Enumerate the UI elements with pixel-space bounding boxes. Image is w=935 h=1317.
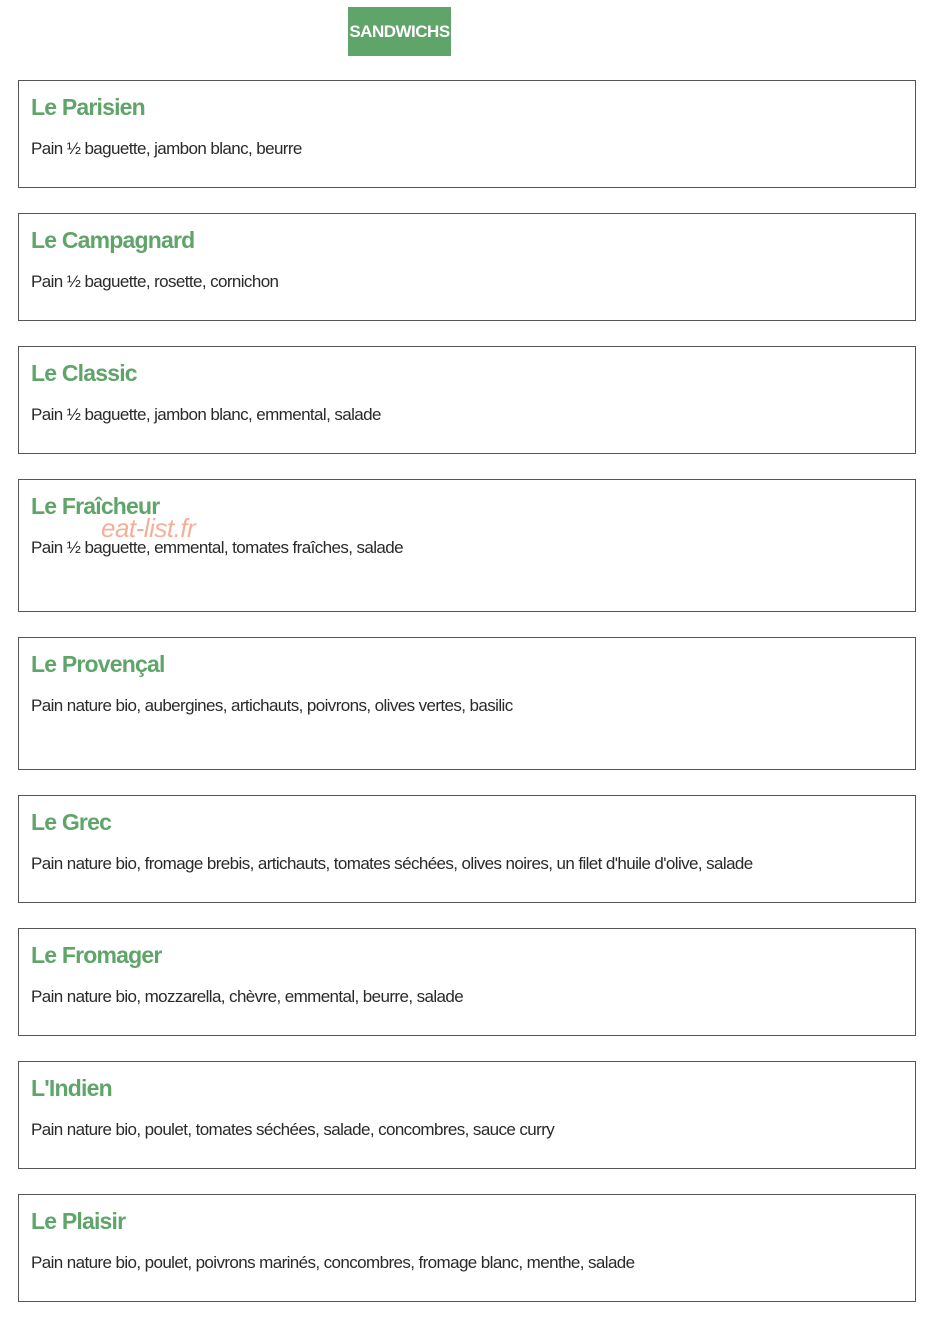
menu-item-description: Pain ½ baguette, jambon blanc, emmental, salade [31, 405, 381, 424]
menu-item-description: Pain ½ baguette, jambon blanc, beurre [31, 139, 302, 158]
menu-item-description: Pain nature bio, poulet, poivrons marinés, concombres, fromage blanc, menthe, salade [31, 1253, 635, 1272]
menu-item-name: L'Indien [31, 1075, 112, 1101]
menu-item-card [18, 928, 916, 1036]
menu-item-card [18, 213, 916, 321]
menu-item-name: Le Grec [31, 809, 112, 835]
menu-item-description: Pain nature bio, aubergines, artichauts, poivrons, olives vertes, basilic [31, 696, 513, 715]
menu-item-name: Le Provençal [31, 651, 165, 677]
menu-item-description: Pain ½ baguette, rosette, cornichon [31, 272, 279, 291]
menu-item-card [18, 479, 916, 612]
tab-sandwichs[interactable]: SANDWICHS [348, 7, 451, 56]
menu-item-card [18, 80, 916, 188]
menu-item-card [18, 637, 916, 770]
menu-item-card [18, 795, 916, 903]
menu-item-name: Le Parisien [31, 94, 145, 120]
menu-item-name: Le Fromager [31, 942, 162, 968]
menu-item-name: Le Campagnard [31, 227, 195, 253]
menu-item-card [18, 1194, 916, 1302]
menu-item-name: Le Classic [31, 360, 137, 386]
menu-item-name: Le Fraîcheur [31, 493, 160, 519]
watermark: eat-list.fr [101, 513, 196, 543]
menu-item-description: Pain ½ baguette, emmental, tomates fraîches, salade [31, 538, 403, 557]
menu-item-description: Pain nature bio, fromage brebis, artichauts, tomates séchées, olives noires, un filet d'huile d'olive, salade [31, 854, 753, 873]
menu-item-name: Le Plaisir [31, 1208, 126, 1234]
menu-item-card [18, 1061, 916, 1169]
menu-item-description: Pain nature bio, poulet, tomates séchées, salade, concombres, sauce curry [31, 1120, 555, 1139]
menu-item-card [18, 346, 916, 454]
menu-item-description: Pain nature bio, mozzarella, chèvre, emmental, beurre, salade [31, 987, 464, 1006]
